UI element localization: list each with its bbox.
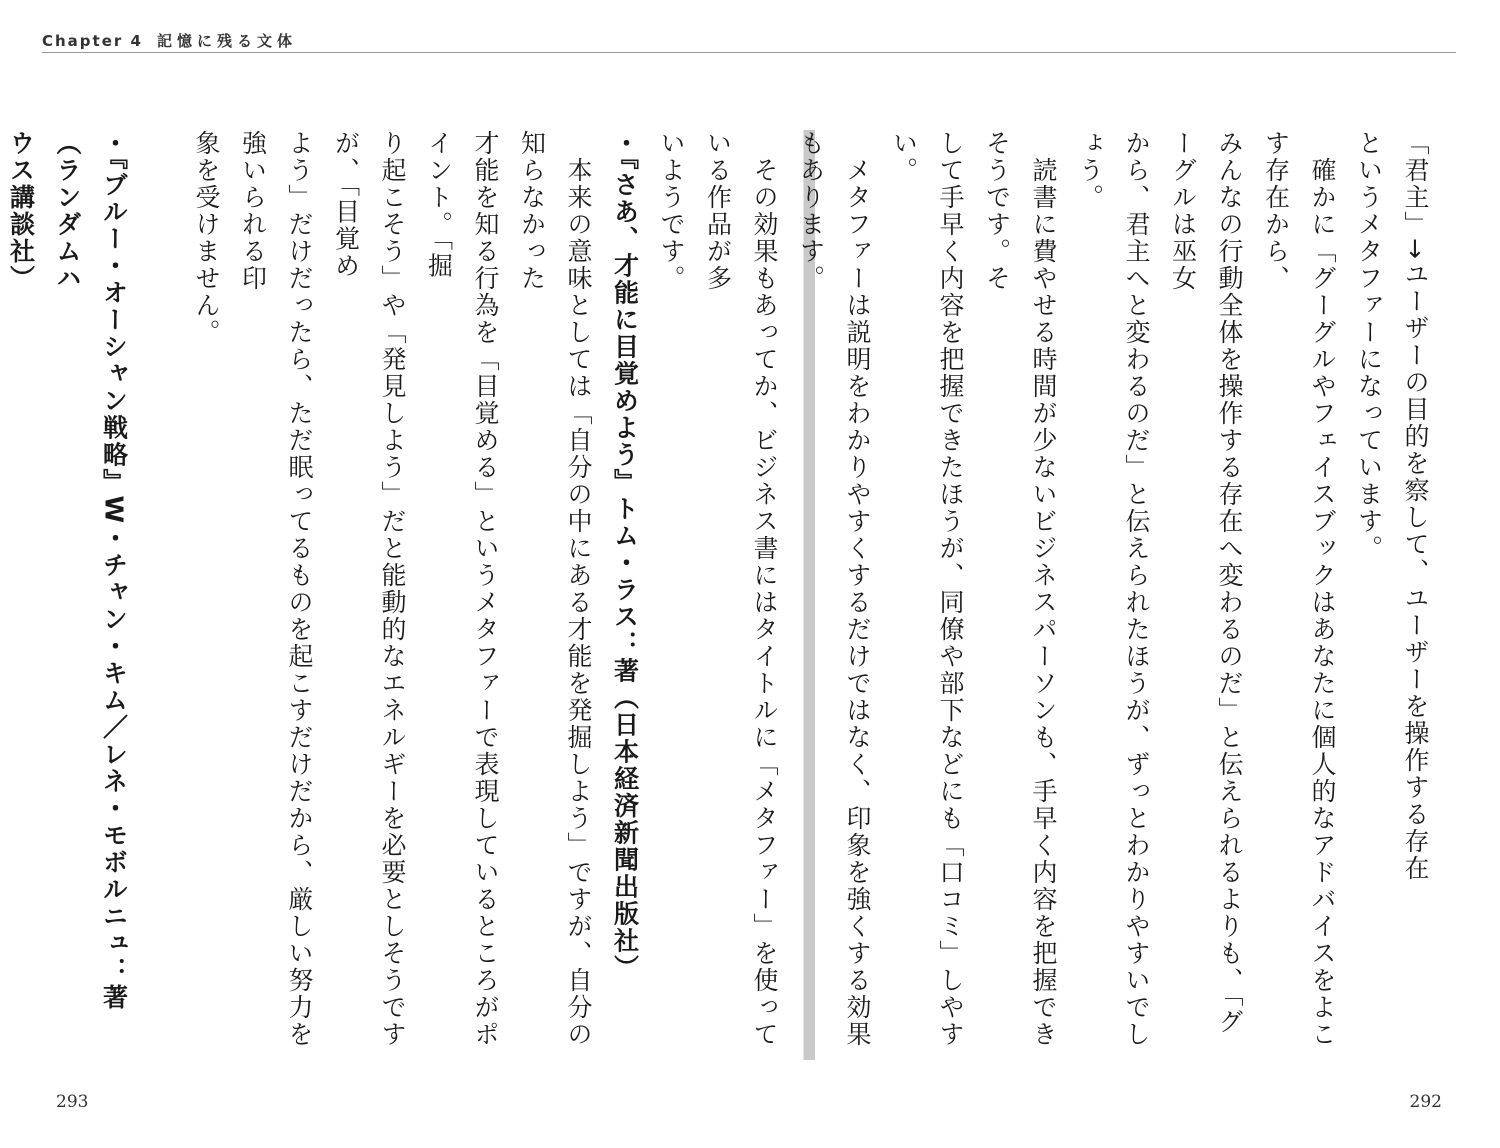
text-line: 本来の意味としては「自分の中にある才能を発掘しよう」ですが、自分の知らなかった xyxy=(517,130,593,1048)
header-rule xyxy=(42,52,1456,53)
chapter-title: 記憶に残る文体 xyxy=(156,32,297,50)
text-line: いようです。 xyxy=(657,130,686,292)
book-title-line: ・『さあ、才能に目覚めよう』トム・ラス：著（日本経済新聞出版社） xyxy=(610,130,640,982)
text-line: 読書に費やせる時間が少ないビジネスパーソンも、手早く内容を把握できそうです。そ xyxy=(982,130,1058,1048)
text-line: から、君主へと変わるのだ」と伝えられたほうが、ずっとわかりやすいでしょう。 xyxy=(1075,130,1151,1048)
text-line: 才能を知る行為を「目覚める」というメタファーで表現しているところがポイント。「掘 xyxy=(424,130,500,1048)
vertical-body-text xyxy=(0,130,1438,1060)
text-line: その効果もあってか、ビジネス書にはタイトルに「メタファー」を使っている作品が多 xyxy=(703,130,779,1048)
text-line: 確かに「グーグルやフェイスブックはあなたに個人的なアドバイスをよこす存在から、 xyxy=(1261,130,1337,1048)
book-title-line: ウス講談社） xyxy=(6,130,36,292)
highlighted-text-line: メタファーは説明をわかりやすくするだけではなく、印象を強くする効果もあります。 xyxy=(787,130,880,1060)
page-number-left: 293 xyxy=(56,1092,89,1112)
running-header xyxy=(42,30,297,51)
text-line: して手早く内容を把握できたほうが、同僚や部下などにも「口コミ」しやすい。 xyxy=(889,130,965,1048)
text-line: り起こそう」や「発見しよう」だと能動的なエネルギーを必要としそうですが、「目覚め xyxy=(331,130,407,1048)
book-title-line: ・『ブルー・オーシャン戦略』W・チャン・キム／レネ・モボルニュ：著（ランダムハ xyxy=(53,130,129,1012)
text-line: 象を受けません。 xyxy=(192,130,221,346)
page-number-right: 292 xyxy=(1409,1092,1442,1112)
chapter-label: Chapter 4 xyxy=(42,32,143,50)
text-line: というメタファーになっています。 xyxy=(1354,130,1384,562)
text-line: よう」だけだったら、ただ眠ってるものを起こすだけだから、厳しい努力を強いられる印 xyxy=(238,130,314,1048)
text-line: 「君主」→ユーザーの目的を察して、ユーザーを操作する存在 xyxy=(1401,130,1430,882)
text-line: みんなの行動全体を操作する存在へ変わるのだ」と伝えられるよりも、「グーグルは巫女 xyxy=(1168,130,1244,1036)
